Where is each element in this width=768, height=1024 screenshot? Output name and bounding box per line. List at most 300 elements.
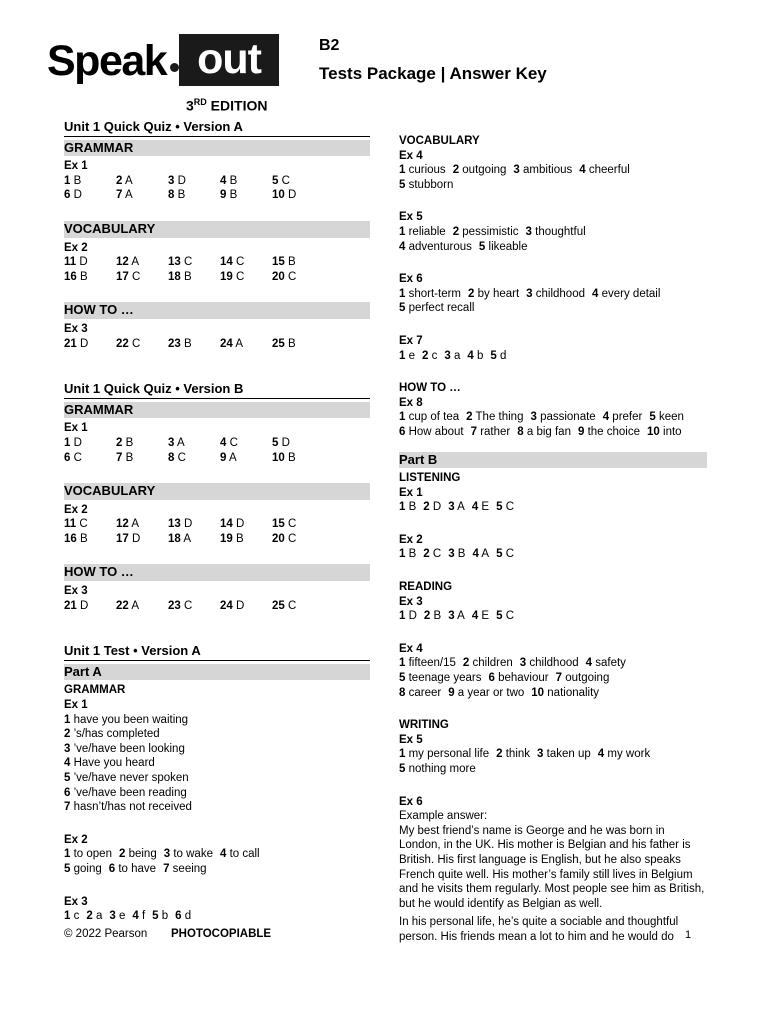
- answer-number: 9: [220, 189, 227, 202]
- answer-item: [116, 337, 168, 352]
- answer-item: [423, 501, 441, 513]
- answer-number: 19: [220, 532, 233, 545]
- answer-text: A: [226, 451, 237, 464]
- answer-item: [526, 288, 585, 300]
- answer-item: [448, 548, 465, 560]
- answer-number: 4: [220, 174, 227, 187]
- answer-line: [399, 240, 707, 255]
- answer-item: [472, 501, 489, 513]
- answer-item: [399, 501, 416, 513]
- answer-text: A: [128, 518, 140, 531]
- answer-text: D: [76, 337, 89, 350]
- answer-text: by heart: [474, 287, 520, 300]
- answer-text: B: [226, 189, 238, 202]
- answer-number: 1: [399, 610, 406, 623]
- answer-item: [64, 772, 189, 784]
- answer-number: 2: [116, 436, 123, 449]
- answer-text: B: [76, 532, 88, 545]
- answer-text: D: [232, 599, 245, 612]
- answer-item: [175, 910, 191, 922]
- answer-number: 5: [64, 772, 71, 784]
- answer-text: D: [70, 436, 82, 449]
- answer-item: [168, 188, 220, 203]
- answer-text: B: [284, 337, 296, 350]
- answer-item: [272, 517, 324, 532]
- answer-number: 5: [272, 436, 279, 449]
- answer-number: 13: [168, 518, 181, 531]
- answer-number: 15: [272, 518, 285, 531]
- answer-text: A: [454, 610, 465, 623]
- answer-text: B: [122, 436, 134, 449]
- answer-item: [168, 517, 220, 532]
- answer-number: 5: [399, 763, 406, 775]
- answer-number: 3: [168, 174, 175, 187]
- answer-text: C: [174, 451, 186, 464]
- exercise-label: Ex 2: [399, 533, 423, 546]
- answer-text: E: [478, 501, 490, 514]
- answer-number: 17: [116, 532, 129, 545]
- answer-text: to have: [115, 862, 157, 875]
- answer-text: children: [469, 657, 513, 670]
- answer-line: [64, 847, 370, 862]
- answer-item: [64, 188, 116, 203]
- answer-number: 7: [64, 801, 71, 814]
- answer-number: 2: [423, 501, 430, 514]
- answer-item: [422, 350, 437, 362]
- answer-text: C: [76, 518, 88, 531]
- answer-item: [468, 288, 519, 300]
- answer-text: b: [158, 910, 169, 923]
- answer-item: [537, 748, 591, 760]
- answer-line: [399, 671, 707, 686]
- answer-list: [64, 713, 370, 815]
- answer-row: [64, 270, 370, 285]
- answer-text: D: [284, 189, 297, 202]
- answer-number: 8: [168, 189, 175, 202]
- answer-number: 3: [168, 436, 175, 449]
- answer-number: 4: [472, 548, 479, 561]
- subsection-label: READING: [399, 581, 453, 594]
- answer-item: [490, 350, 506, 362]
- answer-item: [64, 599, 116, 614]
- answer-number: 5: [478, 240, 486, 253]
- answer-text: C: [502, 548, 515, 561]
- answer-item: [399, 687, 441, 699]
- answer-text: stubborn: [405, 178, 454, 191]
- answer-number: 2: [116, 174, 123, 187]
- answer-line: [64, 771, 370, 786]
- answer-text: being: [125, 848, 157, 861]
- answer-text: keen: [655, 411, 684, 424]
- answer-number: 4: [219, 848, 227, 861]
- answer-number: 1: [64, 174, 71, 187]
- answer-number: 5: [496, 548, 503, 561]
- logo-speak: Speak: [47, 37, 167, 85]
- answer-item: [168, 532, 220, 547]
- answer-number: 4: [467, 349, 474, 362]
- answer-text: likeable: [485, 240, 528, 253]
- answer-line: [64, 800, 370, 815]
- answer-item: [64, 787, 187, 799]
- answer-item: [399, 657, 456, 669]
- answer-number: 2: [422, 349, 429, 362]
- answer-row: [64, 517, 370, 532]
- answer-text: D: [232, 518, 245, 531]
- answer-number: 1: [399, 501, 406, 514]
- answer-number: 6: [64, 451, 71, 464]
- answer-number: 4: [597, 748, 605, 761]
- section-header: HOW TO …: [64, 302, 370, 319]
- answer-item: [163, 863, 207, 875]
- part-header: Part A: [64, 664, 370, 681]
- answer-item: [448, 610, 465, 622]
- answer-text: The thing: [472, 411, 524, 424]
- answer-number: 5: [152, 910, 159, 923]
- exercise-label: Ex 3: [64, 895, 88, 908]
- answer-text: cup of tea: [405, 411, 460, 424]
- answer-number: 12: [116, 518, 129, 531]
- answer-number: 1: [399, 164, 406, 177]
- answer-text: ’s/has completed: [70, 728, 160, 741]
- answer-item: [168, 255, 220, 270]
- answer-number: 5: [490, 349, 497, 362]
- answer-text: B: [174, 189, 186, 202]
- answer-number: 2: [452, 225, 460, 238]
- answer-text: outgoing: [562, 672, 610, 685]
- answer-item: [399, 610, 417, 622]
- answer-text: a: [92, 910, 103, 923]
- answer-text: short-term: [405, 287, 461, 300]
- answer-number: 5: [399, 178, 406, 191]
- answer-row: [64, 451, 370, 466]
- answer-number: 16: [64, 270, 77, 283]
- answer-item: [530, 411, 595, 423]
- answer-text: a year or two: [454, 686, 525, 699]
- answer-number: 4: [585, 657, 593, 670]
- answer-text: A: [122, 174, 133, 187]
- answer-item: [64, 532, 116, 547]
- answer-text: D: [278, 436, 290, 449]
- answer-text: childhood: [532, 287, 585, 300]
- answer-text: D: [180, 518, 193, 531]
- answer-number: 3: [163, 848, 171, 861]
- quiz-title: Unit 1 Quick Quiz • Version B: [64, 382, 370, 399]
- answer-number: 21: [64, 599, 77, 612]
- answer-item: [64, 436, 116, 451]
- answer-number: 3: [513, 164, 520, 177]
- answer-line: [399, 163, 707, 178]
- answer-item: [220, 188, 272, 203]
- answer-text: c: [70, 910, 80, 923]
- answer-row: [64, 436, 370, 451]
- answer-text: b: [473, 349, 484, 362]
- answer-number: 5: [496, 501, 503, 514]
- answer-number: 22: [116, 337, 129, 350]
- answer-text: reliable: [405, 225, 446, 238]
- page-number: 1: [685, 929, 692, 941]
- answer-text: D: [405, 610, 417, 623]
- exercise-label: Ex 3: [64, 322, 88, 335]
- answer-text: D: [174, 174, 186, 187]
- answer-text: e: [115, 910, 126, 923]
- answer-item: [472, 548, 489, 560]
- answer-line: [399, 410, 707, 425]
- answer-item: [424, 610, 441, 622]
- answer-item: [272, 255, 324, 270]
- answer-line: [399, 287, 707, 302]
- answer-item: [467, 350, 483, 362]
- answer-text: nationality: [544, 686, 600, 699]
- answer-item: [444, 350, 460, 362]
- answer-item: [399, 763, 476, 775]
- exercise-label: Ex 3: [399, 595, 423, 608]
- answer-number: 3: [444, 349, 451, 362]
- answer-number: 3: [64, 742, 71, 755]
- exercise-label: Ex 1: [64, 699, 88, 712]
- answer-number: 2: [423, 610, 431, 623]
- answer-number: 4: [132, 910, 139, 923]
- answer-item: [272, 270, 324, 285]
- exercise-label: Ex 1: [64, 422, 88, 435]
- answer-number: 16: [64, 532, 77, 545]
- exercise-label: Ex 6: [399, 273, 423, 286]
- answer-item: [272, 188, 324, 203]
- right-column: [399, 134, 707, 945]
- answer-number: 1: [64, 713, 71, 726]
- answer-number: 5: [399, 672, 406, 685]
- answer-item: [116, 188, 168, 203]
- answer-number: 12: [116, 256, 129, 269]
- answer-line: [399, 349, 707, 364]
- answer-line: [64, 786, 370, 801]
- exercise-label: Ex 5: [399, 733, 423, 746]
- answer-text: outgoing: [459, 164, 507, 177]
- answer-text: B: [232, 532, 244, 545]
- answer-text: D: [128, 532, 141, 545]
- answer-text: going: [70, 862, 102, 875]
- answer-number: 18: [168, 532, 181, 545]
- answer-number: 4: [471, 610, 479, 623]
- answer-item: [472, 610, 489, 622]
- section-header: GRAMMAR: [64, 402, 370, 419]
- section-header: VOCABULARY: [64, 221, 370, 238]
- answer-number: 6: [399, 425, 406, 438]
- answer-number: 6: [108, 862, 116, 875]
- answer-item: [399, 164, 446, 176]
- answer-item: [496, 548, 514, 560]
- answer-text: d: [496, 349, 507, 362]
- answer-line: [399, 686, 707, 701]
- answer-line: [64, 713, 370, 728]
- answer-item: [586, 657, 626, 669]
- answer-number: 3: [537, 748, 544, 761]
- answer-text: D: [76, 599, 89, 612]
- answer-text: C: [502, 610, 515, 623]
- answer-item: [116, 436, 168, 451]
- answer-item: [399, 748, 489, 760]
- answer-number: 10: [531, 686, 545, 699]
- answer-item: [168, 436, 220, 451]
- answer-item: [520, 657, 579, 669]
- answer-text: How about: [405, 425, 464, 438]
- answer-item: [399, 288, 461, 300]
- example-paragraph: My best friend’s name is George and he was born in London, in the UK. His mother is Belgian and his father is British. His first language is English, but he also speaks French quite well. His mother’s family still lives in Belgium and he visits them regularly. Most people see him as British, but he would identify as Belgian as well.: [399, 824, 705, 910]
- answer-item: [496, 748, 530, 760]
- answer-number: 7: [470, 425, 477, 438]
- answer-text: f: [138, 910, 146, 923]
- answer-item: [272, 451, 324, 466]
- answer-text: to wake: [170, 848, 213, 861]
- answer-text: A: [454, 501, 465, 514]
- answer-number: 24: [220, 337, 233, 350]
- answer-text: rather: [477, 425, 511, 438]
- answer-item: [116, 174, 168, 189]
- answer-text: think: [502, 748, 531, 761]
- exercise-label: Ex 1: [399, 486, 423, 499]
- answer-text: C: [180, 256, 193, 269]
- answer-text: C: [128, 337, 141, 350]
- answer-item: [517, 426, 571, 438]
- answer-text: Have you heard: [70, 757, 155, 770]
- answer-text: A: [232, 337, 244, 350]
- answer-item: [220, 337, 272, 352]
- answer-text: d: [181, 910, 192, 923]
- answer-number: 23: [168, 337, 181, 350]
- answer-item: [399, 350, 415, 362]
- answer-line: [399, 425, 707, 440]
- answer-item: [220, 451, 272, 466]
- level-label: B2: [319, 37, 340, 54]
- answer-number: 2: [118, 848, 126, 861]
- answer-text: taken up: [543, 748, 591, 761]
- exercise-label: Ex 5: [399, 211, 423, 224]
- answer-item: [152, 910, 168, 922]
- answer-item: [64, 743, 185, 755]
- answer-item: [220, 270, 272, 285]
- answer-text: ’ve/have been reading: [70, 786, 187, 799]
- answer-row: [64, 255, 370, 270]
- answer-number: 1: [399, 349, 406, 362]
- answer-text: prefer: [609, 411, 643, 424]
- answer-number: 3: [448, 501, 455, 514]
- answer-item: [592, 288, 660, 300]
- answer-number: 18: [168, 270, 181, 283]
- answer-text: A: [478, 548, 490, 561]
- answer-line: [399, 762, 707, 777]
- exercise-label: Ex 2: [64, 833, 88, 846]
- answer-line: [64, 727, 370, 742]
- answer-text: my personal life: [405, 748, 490, 761]
- answer-text: safety: [592, 657, 626, 670]
- answer-text: ambitious: [519, 164, 573, 177]
- answer-row: [64, 188, 370, 203]
- answer-text: e: [405, 349, 415, 362]
- answer-row: [64, 174, 370, 189]
- answer-row: [64, 599, 370, 614]
- answer-item: [453, 226, 519, 238]
- edition-text: EDITION: [206, 97, 268, 114]
- answer-number: 25: [272, 337, 285, 350]
- answer-number: 14: [220, 256, 233, 269]
- answer-item: [220, 255, 272, 270]
- answer-item: [399, 302, 474, 314]
- answer-item: [448, 501, 465, 513]
- answer-text: ’ve/have been looking: [70, 742, 185, 755]
- answer-item: [168, 174, 220, 189]
- answer-number: 9: [448, 686, 455, 699]
- answer-line: [399, 178, 707, 193]
- answer-number: 2: [496, 748, 503, 761]
- answer-number: 10: [272, 189, 285, 202]
- answer-item: [479, 241, 528, 253]
- answer-text: a big fan: [523, 425, 571, 438]
- answer-number: 14: [220, 518, 233, 531]
- answer-text: B: [405, 548, 417, 561]
- answer-text: A: [128, 599, 140, 612]
- answer-text: C: [284, 518, 297, 531]
- answer-number: 1: [399, 548, 406, 561]
- answer-number: 2: [468, 287, 475, 300]
- test-title: Unit 1 Test • Version A: [64, 644, 370, 661]
- answer-item: [64, 174, 116, 189]
- answer-item: [399, 226, 446, 238]
- answer-item: [164, 848, 213, 860]
- answer-number: 3: [448, 548, 455, 561]
- answer-number: 11: [64, 518, 77, 531]
- answer-text: B: [180, 337, 192, 350]
- answer-number: 4: [399, 240, 406, 253]
- answer-item: [64, 451, 116, 466]
- answer-number: 5: [272, 174, 279, 187]
- answer-number: 2: [462, 657, 470, 670]
- answer-item: [466, 411, 523, 423]
- answer-item: [556, 672, 610, 684]
- answer-text: childhood: [526, 657, 579, 670]
- answer-text: C: [284, 270, 297, 283]
- answer-item: [64, 757, 155, 769]
- answer-item: [598, 748, 650, 760]
- answer-line: [64, 742, 370, 757]
- answer-text: adventurous: [405, 240, 472, 253]
- answer-text: pessimistic: [459, 225, 519, 238]
- answer-text: C: [226, 436, 238, 449]
- answer-number: 1: [399, 657, 406, 670]
- answer-item: [220, 436, 272, 451]
- answer-number: 3: [525, 225, 532, 238]
- answer-text: B: [70, 174, 82, 187]
- answer-item: [578, 426, 640, 438]
- answer-number: 1: [399, 411, 406, 424]
- answer-line: [399, 225, 707, 240]
- answer-number: 20: [272, 270, 285, 283]
- answer-number: 24: [220, 599, 233, 612]
- answer-number: 7: [163, 862, 170, 875]
- answer-item: [109, 863, 156, 875]
- exercise-label: Ex 3: [64, 585, 88, 598]
- answer-number: 5: [649, 411, 656, 424]
- answer-number: 1: [399, 287, 406, 300]
- answer-line: [399, 609, 707, 624]
- answer-number: 8: [399, 686, 406, 699]
- answer-item: [116, 599, 168, 614]
- answer-number: 8: [517, 425, 524, 438]
- answer-number: 11: [64, 256, 77, 269]
- answer-text: A: [128, 256, 140, 269]
- answer-number: 23: [168, 599, 181, 612]
- answer-item: [64, 517, 116, 532]
- answer-text: B: [284, 256, 296, 269]
- answer-text: teenage years: [405, 672, 482, 685]
